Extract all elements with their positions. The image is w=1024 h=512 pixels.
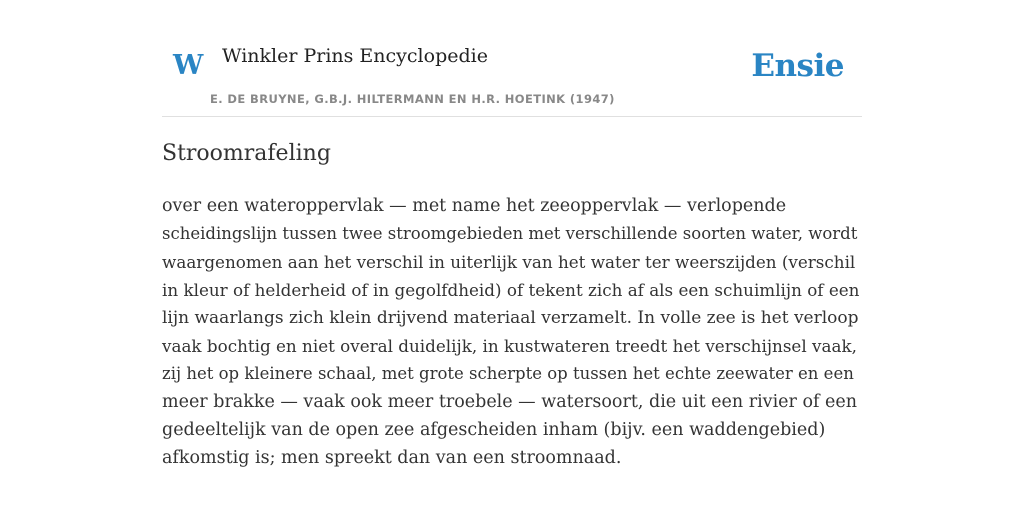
winkler-prins-logo-icon[interactable]: W — [173, 50, 204, 81]
ensie-logo[interactable]: Ensie — [751, 48, 844, 84]
source-authors: E. DE BRUYNE, G.B.J. HILTERMANN EN H.R. HOETINK (1947) — [210, 92, 615, 106]
article-body-line: gedeeltelijk van de open zee afgescheiden inham (bijv. een waddengebied) — [162, 420, 826, 440]
article-body-line: in kleur of helderheid of in gegolfdheid) of tekent zich af als een schuimlijn of een — [162, 280, 860, 300]
article-title: Stroomrafeling — [162, 141, 331, 166]
article-body — [162, 192, 862, 472]
article-body-line: lijn waarlangs zich klein drijvend materiaal verzamelt. In volle zee is het verloop — [162, 308, 859, 328]
article-body-line: meer brakke — vaak ook meer troebele — watersoort, die uit een rivier of een — [162, 392, 858, 412]
article-body-line: waargenomen aan het verschil in uiterlijk van het water ter weerszijden (verschil — [162, 252, 856, 272]
article-body-line: vaak bochtig en niet overal duidelijk, in kustwateren treedt het verschijnsel vaak, — [162, 336, 857, 356]
article-body-line: scheidingslijn tussen twee stroomgebieden met verschillende soorten water, wordt — [162, 224, 858, 243]
source-header — [162, 30, 862, 117]
article-body-line: over een wateroppervlak — met name het zeeoppervlak — verlopende — [162, 196, 787, 216]
article-body-line: afkomstig is; men spreekt dan van een stroomnaad. — [162, 448, 622, 468]
source-title[interactable]: Winkler Prins Encyclopedie — [222, 45, 488, 67]
article-body-line: zij het op kleinere schaal, met grote scherpte op tussen het echte zeewater en een — [162, 364, 854, 383]
